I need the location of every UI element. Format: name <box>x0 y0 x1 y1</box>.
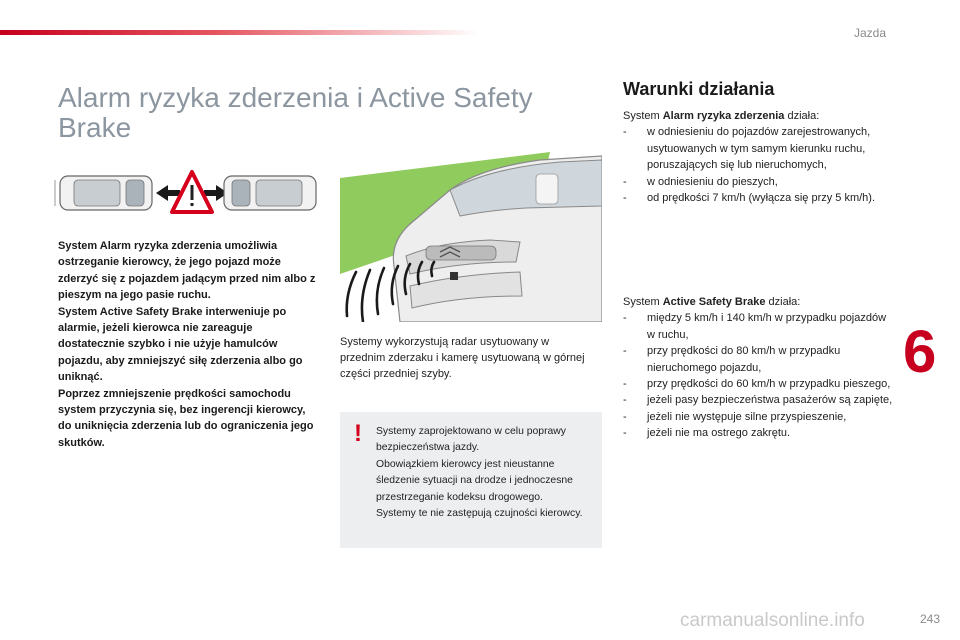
list-item: - w odniesieniu do pojazdów zarejestrowanych, usytuowanych w tym samym kierunku ruchu, poruszających się lub nieruchomych, <box>623 126 871 172</box>
asb-conditions <box>623 294 893 442</box>
asb-conditions-list <box>623 310 893 441</box>
warning-line: Systemy zaprojektowano w celu poprawy bezpieczeństwa jazdy. <box>376 426 567 454</box>
radar-sensor <box>450 272 458 280</box>
list-item: - przy prędkości do 60 km/h w przypadku pieszego, <box>623 378 891 391</box>
intro-text <box>58 238 320 451</box>
alarm-conditions <box>623 108 893 206</box>
warning-exclamation-icon: ! <box>354 420 362 447</box>
intro-prefix: System <box>623 296 663 308</box>
front-van-icon <box>224 176 316 210</box>
asb-conditions-intro <box>623 294 893 310</box>
collision-warning-illustration <box>52 168 318 218</box>
list-item: - jeżeli nie ma ostrego zakrętu. <box>623 427 791 440</box>
page-number: 243 <box>919 612 940 626</box>
list-item: - między 5 km/h i 140 km/h w przypadku pojazdów w ruchu, <box>623 312 887 341</box>
section-name: Jazda <box>853 26 886 40</box>
header-accent-bar <box>0 30 480 35</box>
intro-prefix: System <box>623 110 663 122</box>
page-title: Alarm ryzyka zderzenia i Active Safety Brake <box>58 81 533 143</box>
system-name: Alarm ryzyka zderzenia <box>662 110 785 122</box>
list-item: - jeżeli pasy bezpieczeństwa pasażerów są zapięte, <box>623 394 893 407</box>
system-name: Active Safety Brake <box>662 296 766 308</box>
warning-line: Obowiązkiem kierowcy jest nieustanne śledzenie sytuacji na drodze i jednoczesne przestrzeganie kodeksu drogowego. <box>376 458 573 503</box>
warning-line: Systemy te nie zastępują czujności kierowcy. <box>376 508 583 520</box>
intro-paragraph: System Active Safety Brake interweniuje po alarmie, jeżeli kierowca nie zareaguje dostatecznie szybko i nie użyje hamulców pojazdu, aby zmniejszyć siłę zderzenia albo go uniknąć. <box>58 305 303 384</box>
alarm-conditions-list <box>623 124 893 206</box>
list-item: - od prędkości 7 km/h (wyłącza się przy 5 km/h). <box>623 192 876 205</box>
chapter-number: 6 <box>903 318 937 385</box>
intro-suffix: działa: <box>784 110 820 122</box>
intro-suffix: działa: <box>765 296 801 308</box>
list-item: - jeżeli nie występuje silne przyspieszenie, <box>623 410 847 423</box>
alarm-conditions-intro <box>623 108 893 124</box>
warning-box <box>340 412 602 548</box>
radar-camera-illustration <box>340 146 602 322</box>
watermark: carmanualsonline.info <box>680 610 865 631</box>
warning-text <box>376 424 598 522</box>
list-item: - przy prędkości do 80 km/h w przypadku nieruchomego pojazdu, <box>623 345 841 374</box>
intro-paragraph: System Alarm ryzyka zderzenia umożliwia ostrzeganie kierowcy, że jego pojazd może zderzyć się z pojazdem jadącym przed nim albo z pieszym na jego pasie ruchu. <box>58 240 316 302</box>
radar-camera-note: Systemy wykorzystują radar usytuowany w przednim zderzaku i kamerę usytuowaną w górnej części przedniej szyby. <box>340 336 585 380</box>
rear-van-icon <box>55 176 152 210</box>
list-item: - w odniesieniu do pieszych, <box>623 175 778 188</box>
conditions-heading: Warunki działania <box>623 78 775 99</box>
intro-paragraph: Poprzez zmniejszenie prędkości samochodu system przyczynia się, bez ingerencji kierowcy, do uniknięcia zderzenia lub do ograniczenia jego skutków. <box>58 387 314 449</box>
